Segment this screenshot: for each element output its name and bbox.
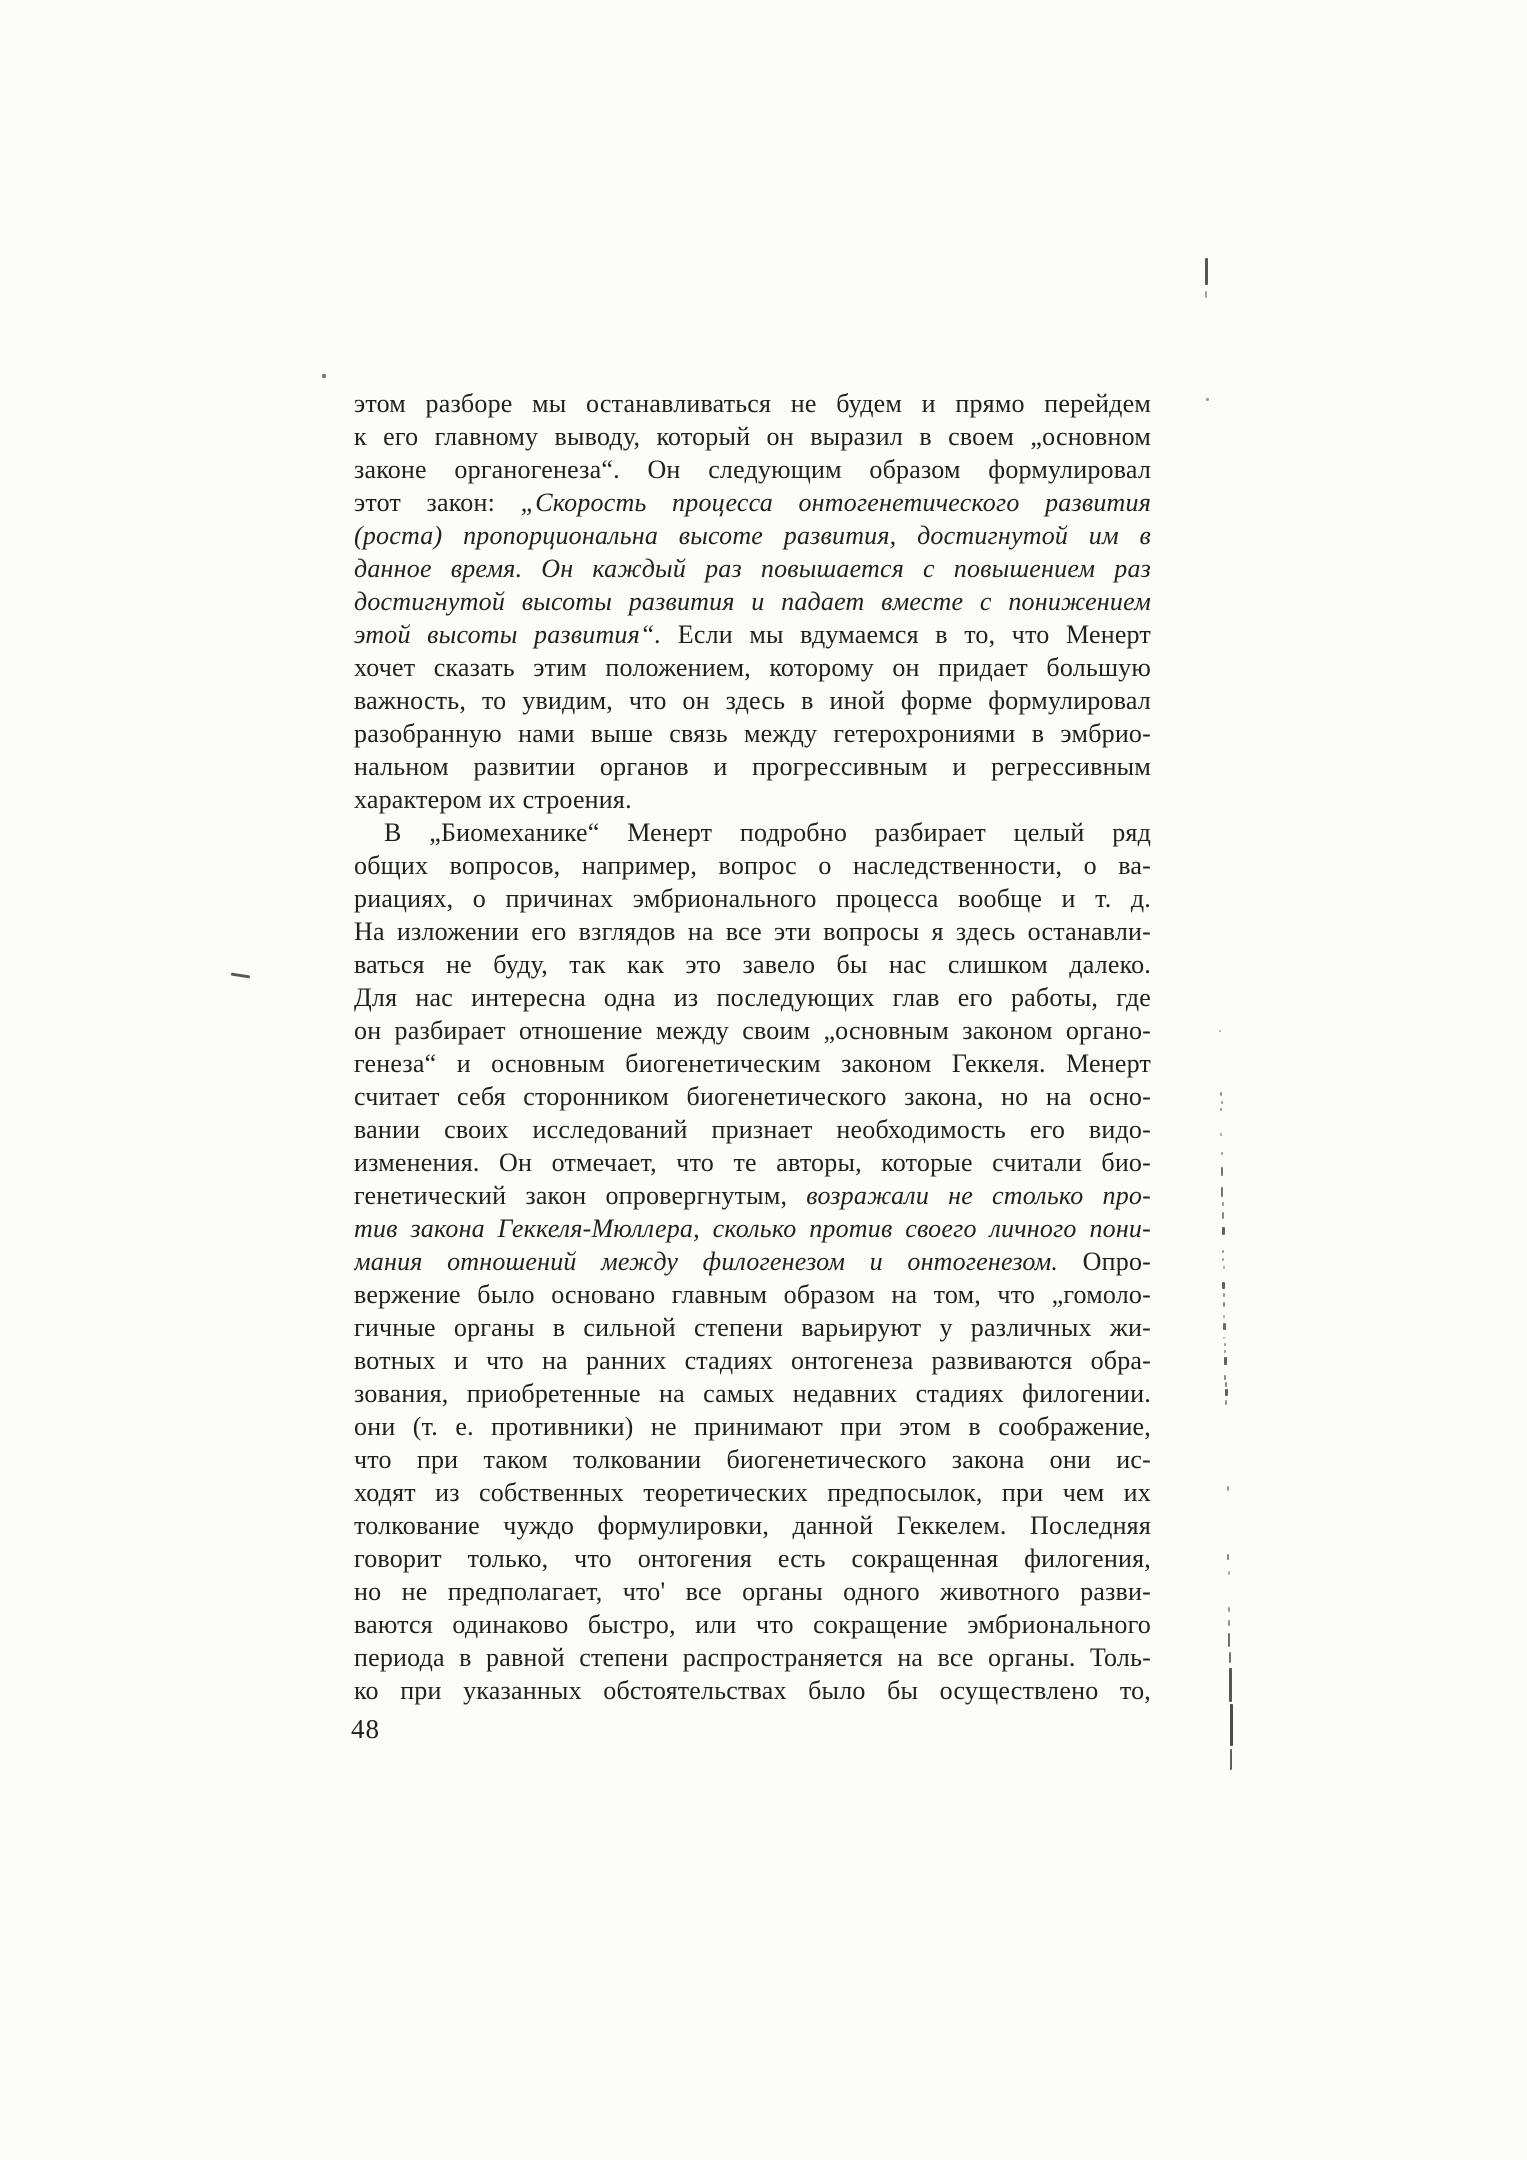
italic-text-segment: возражали не столько про-: [806, 1181, 1151, 1210]
scan-artifact-mark: [1228, 1620, 1230, 1626]
text-line-1: [354, 387, 1151, 420]
text-segment: генеза“ и основным биогенетическим законом Геккеля. Менерт: [354, 1049, 1151, 1078]
text-line-2: [354, 420, 1151, 453]
text-line-19: [354, 981, 1151, 1014]
italic-text-segment: (роста) пропорциональна высоте развития, достигнутой им в: [354, 521, 1151, 550]
text-line-36: [354, 1542, 1151, 1575]
text-line-14: [354, 816, 1151, 849]
scan-artifact-mark: [1221, 1187, 1223, 1197]
text-line-27: [354, 1245, 1151, 1278]
scan-artifact-mark: [1206, 398, 1209, 401]
text-line-3: [354, 453, 1151, 486]
scan-artifact-mark: [1230, 1704, 1233, 1746]
text-segment: ваться не буду, так как это завело бы нас слишком далеко.: [354, 950, 1151, 979]
text-line-22: [354, 1080, 1151, 1113]
text-segment: считает себя сторонником биогенетического закона, но на осно-: [354, 1082, 1151, 1111]
text-segment: ваются одинаково быстро, или что сокращение эмбрионального: [354, 1610, 1151, 1639]
text-line-8: [354, 618, 1151, 651]
text-segment: этот закон:: [354, 488, 521, 517]
text-segment: но не предполагает, что' все органы одного животного разви-: [354, 1577, 1151, 1606]
text-line-31: [354, 1377, 1151, 1410]
text-segment: нальном развитии органов и прогрессивным и регрессивным: [354, 752, 1151, 781]
scan-artifact-mark: [1221, 1101, 1223, 1104]
scan-artifact-mark: [1224, 1375, 1226, 1380]
text-segment: законе органогенеза“. Он следующим образом формулировал: [354, 455, 1151, 484]
text-segment: разобранную нами выше связь между гетерохрониями в эмбрио-: [354, 719, 1151, 748]
italic-text-segment: тив закона Геккеля-Мюллера, сколько против своего личного пони-: [354, 1214, 1151, 1243]
text-segment: что при таком толковании биогенетического закона они ис-: [354, 1445, 1151, 1474]
italic-text-segment: данное время. Он каждый раз повышается с повышением раз: [354, 554, 1151, 583]
text-segment: к его главному выводу, который он выразил в своем „основном: [354, 422, 1151, 451]
text-line-35: [354, 1509, 1151, 1542]
scan-artifact-mark: [1228, 1571, 1230, 1575]
text-line-20: [354, 1014, 1151, 1047]
italic-text-segment: достигнутой высоты развития и падает вместе с понижением: [354, 587, 1151, 616]
text-segment: они (т. е. противники) не принимают при этом в соображение,: [354, 1412, 1151, 1441]
text-segment: гичные органы в сильной степени варьируют у различных жи-: [354, 1313, 1151, 1342]
scan-artifact-mark: [1227, 1486, 1229, 1491]
scan-artifact-mark: [1223, 1337, 1225, 1339]
italic-text-segment: этой высоты развития“.: [354, 620, 662, 649]
scan-artifact-mark: [1223, 1293, 1225, 1297]
scan-artifact-mark: [1223, 1323, 1226, 1330]
scan-artifact-mark: [1222, 1250, 1224, 1253]
text-line-37: [354, 1575, 1151, 1608]
scan-artifact-mark: [1224, 1357, 1227, 1365]
scan-artifact-mark: [231, 973, 250, 979]
text-segment: хочет сказать этим положением, которому он придает большую: [354, 653, 1151, 682]
scan-artifact-mark: [1223, 1315, 1225, 1318]
text-segment: ходят из собственных теоретических предпосылок, при чем их: [354, 1478, 1151, 1507]
text-line-34: [354, 1476, 1151, 1509]
text-segment: изменения. Он отмечает, что те авторы, которые считали био-: [354, 1148, 1151, 1177]
scan-artifact-mark: [1229, 1652, 1231, 1663]
scan-artifact-mark: [1223, 1266, 1225, 1269]
text-segment: Опро-: [1058, 1247, 1151, 1276]
scan-artifact-mark: [1224, 1343, 1226, 1346]
scan-artifact-mark: [1220, 1108, 1222, 1111]
scan-artifact-mark: [1205, 258, 1208, 285]
italic-text-segment: мания отношений между филогенезом и онтогенезом.: [354, 1247, 1059, 1276]
text-segment: он разбирает отношение между своим „основным законом органо-: [354, 1016, 1151, 1045]
scan-artifact-mark: [1228, 1607, 1230, 1612]
scan-artifact-mark: [1222, 1227, 1225, 1235]
text-segment: общих вопросов, например, вопрос о наследственности, о ва-: [354, 851, 1151, 880]
scan-artifact-mark: [1222, 1202, 1224, 1206]
text-segment: говорит только, что онтогения есть сокращенная филогения,: [354, 1544, 1151, 1573]
scan-artifact-mark: [1222, 1258, 1224, 1261]
text-line-18: [354, 948, 1151, 981]
italic-text-segment: „Скорость процесса онтогенетического развития: [520, 488, 1151, 517]
text-line-16: [354, 882, 1151, 915]
text-segment: периода в равной степени распространяется на все органы. Толь-: [354, 1643, 1151, 1672]
text-line-7: [354, 585, 1151, 618]
scan-artifact-mark: [1223, 1302, 1225, 1307]
scan-artifact-mark: [322, 374, 326, 378]
text-line-17: [354, 915, 1151, 948]
text-line-5: [354, 519, 1151, 552]
scan-artifact-mark: [1227, 1554, 1229, 1560]
text-segment: генетический закон опровергнутым,: [354, 1181, 807, 1210]
text-segment: вержение было основано главным образом на том, что „гомоло-: [354, 1280, 1151, 1309]
scan-artifact-mark: [1221, 1152, 1223, 1155]
scan-artifact-mark: [1224, 1350, 1226, 1353]
text-line-6: [354, 552, 1151, 585]
text-segment: зования, приобретенные на самых недавних стадиях филогении.: [354, 1379, 1151, 1408]
text-line-32: [354, 1410, 1151, 1443]
text-segment: риациях, о причинах эмбрионального процесса вообще и т. д.: [354, 884, 1151, 913]
text-line-30: [354, 1344, 1151, 1377]
scan-artifact-mark: [1229, 1668, 1232, 1702]
text-line-24: [354, 1146, 1151, 1179]
text-segment: Для нас интересна одна из последующих глав его работы, где: [354, 983, 1151, 1012]
text-line-26: [354, 1212, 1151, 1245]
text-line-10: [354, 684, 1151, 717]
text-segment: вотных и что на ранних стадиях онтогенеза развиваются обра-: [354, 1346, 1151, 1375]
scan-artifact-mark: [1205, 291, 1207, 298]
text-segment: толкование чуждо формулировки, данной Геккелем. Последняя: [354, 1511, 1151, 1540]
text-line-38: [354, 1608, 1151, 1641]
text-line-29: [354, 1311, 1151, 1344]
scan-artifact-mark: [1219, 1030, 1221, 1032]
text-segment: Если мы вдумаемся в то, что Менерт: [661, 620, 1151, 649]
text-line-28: [354, 1278, 1151, 1311]
text-segment: На изложении его взглядов на все эти вопросы я здесь останавли-: [354, 917, 1151, 946]
text-segment: важность, то увидим, что он здесь в иной форме формулировал: [354, 686, 1151, 715]
text-block: [354, 387, 1151, 1707]
text-line-9: [354, 651, 1151, 684]
scan-artifact-mark: [1225, 1382, 1227, 1387]
text-segment: этом разборе мы останавливаться не будем и прямо перейдем: [354, 389, 1151, 418]
scan-artifact-mark: [1225, 1400, 1227, 1405]
scan-artifact-mark: [1230, 1749, 1232, 1770]
text-segment: вании своих исследований признает необходимость его видо-: [354, 1115, 1151, 1144]
scan-artifact-mark: [1222, 1212, 1224, 1219]
page-number: 48: [351, 1714, 380, 1744]
text-segment: характером их строения.: [354, 785, 632, 814]
text-line-25: [354, 1179, 1151, 1212]
scan-artifact-mark: [1222, 1282, 1225, 1289]
text-segment: ко при указанных обстоятельствах было бы осуществлено то,: [354, 1676, 1151, 1705]
text-segment: В „Биомеханике“ Менерт подробно разбирает целый ряд: [384, 818, 1151, 847]
text-line-39: [354, 1641, 1151, 1674]
text-line-21: [354, 1047, 1151, 1080]
scan-artifact-mark: [1228, 1633, 1230, 1647]
scan-artifact-mark: [1220, 1092, 1222, 1096]
text-line-12: [354, 750, 1151, 783]
text-line-13: [354, 783, 1151, 816]
text-line-11: [354, 717, 1151, 750]
text-line-4: [354, 486, 1151, 519]
text-line-23: [354, 1113, 1151, 1146]
scan-artifact-mark: [1221, 1167, 1223, 1176]
text-line-33: [354, 1443, 1151, 1476]
text-line-15: [354, 849, 1151, 882]
scan-artifact-mark: [1225, 1389, 1228, 1396]
text-line-40: [354, 1674, 1151, 1707]
scan-artifact-mark: [1220, 1133, 1222, 1136]
